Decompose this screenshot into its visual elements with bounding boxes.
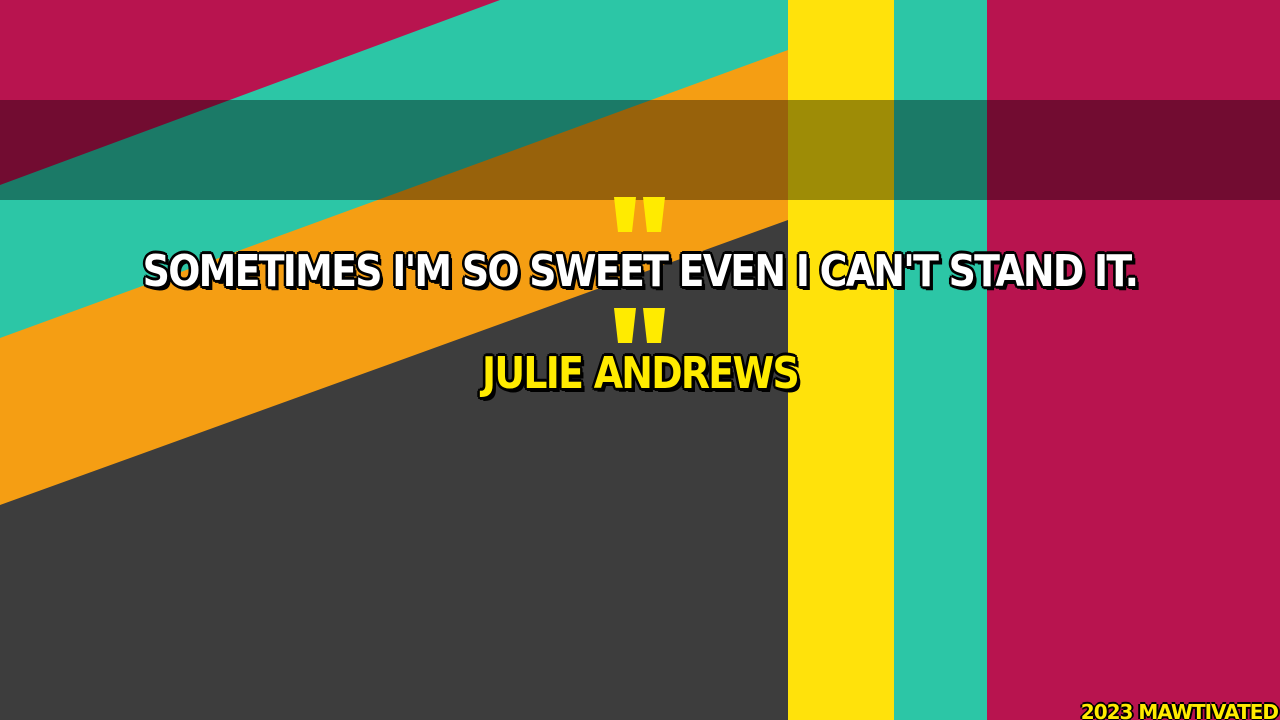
translucent-banner (0, 100, 1280, 200)
quote-text: SOMETIMES I'M SO SWEET EVEN I CAN'T STAND IT. (142, 246, 1138, 297)
quote-author: JULIE ANDREWS (481, 348, 798, 399)
copyright-watermark: 2023 MAWTIVATED (1080, 700, 1278, 720)
